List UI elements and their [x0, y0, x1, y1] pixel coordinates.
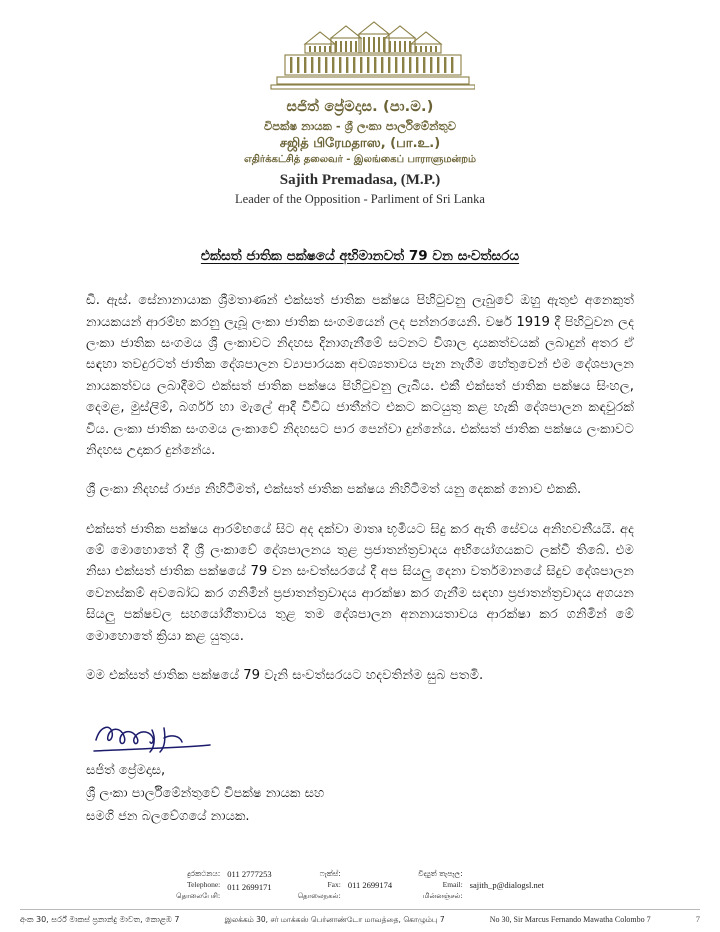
telephone-value-1: 011 2777253: [227, 869, 272, 880]
footer-divider: [20, 909, 700, 910]
address-english: No 30, Sir Marcus Fernando Mawatha Colombo 7: [489, 915, 651, 925]
telephone-label-tamil: தொலைபேசி:: [176, 891, 221, 900]
document-body: [44, 290, 676, 686]
contact-fax: [298, 868, 393, 901]
parliament-building-crest-icon: [245, 14, 475, 92]
letterhead-name-sinhala: සජිත් ප්‍රේමදාස. (පා.ම.): [286, 99, 434, 115]
page-title: එක්සත් ජාතික පක්ෂයේ අභිමානවත් 79 වන සංවත්සරය: [200, 248, 520, 265]
letterhead: [44, 0, 676, 208]
contact-email: [418, 868, 544, 901]
telephone-label-sinhala: දුරකථනය:: [187, 869, 221, 879]
email-label-tamil: மின்னஞ்சல்:: [422, 891, 463, 900]
email-label-sinhala: විද්‍යුත් තැපෑල:: [418, 869, 463, 879]
page-number: 7: [695, 914, 700, 925]
letterhead-name-english: Sajith Premadasa, (M.P.): [279, 171, 441, 188]
contact-telephone: [176, 868, 271, 901]
letterhead-name-tamil: சஜித் பிரேமதாஸ, (பா.உ.): [279, 135, 441, 151]
fax-label-english: Fax:: [327, 880, 341, 890]
signature-title-2: සමගි ජන බලවේගයේ නායක.: [86, 808, 250, 824]
body-paragraph: ඩී. ඇස්. සේනානායාක ශ්‍රීමතාණන් එක්සත් ජාතික පක්ෂය පිහිටුවනු ලැබුවේ ඔහු ඇතුළු අනෙකුත් නායකයන් ආරම්භ කරනු ලැබූ ලංකා ජාතික සංගමයෙන් ලද පන්නරයෙනි. වර්ෂ 1919 දී පිහිටුවන ලද ලංකා ජාතික සංගමය ශ්‍රී ලංකාවට නිදහස දිනාගැනීමේ සටනට විශාල දායකත්වයක් ලබාදුන් අතර ඒ සඳහා තවදුරටත් ජාතික දේශපාලන ව්‍යාපාරයක අවශ්‍යතාවය පැන නැගීම හේතුවෙන් එම දේශපාලන නායකත්වය ලබාදීමට එක්සත් ජාතික පක්ෂය පිහිටුවනු ලැබීය. එකී එක්සත් ජාතික පක්ෂය සිංහල, දෙමළ, මුස්ලිම්, බර්ගර් හා මැලේ ආදී විවිධ ජාතීන්ට එකට කටයුතු කළ හැකි දේශපාලන කඳවුරක් විය. ලංකා ජාතික සංගමය ලංකාවේ නිදහසට පාර පෙන්වා දුන්නේය. එක්සත් ජාතික පක්ෂය ලංකාවට නිදහස උදාකර දුන්නේය.: [86, 293, 634, 458]
handwritten-signature-icon: [90, 718, 270, 760]
fax-value: 011 2699174: [347, 880, 393, 891]
fax-label-tamil: தொலைநகல்:: [297, 891, 341, 900]
email-label-english: Email:: [442, 880, 463, 890]
fax-label-sinhala: ෆැක්ස්:: [319, 869, 341, 879]
body-paragraph: මම එක්සත් ජාතික පක්ෂයේ 79 වැනි සංවත්සරයට හදවතින්ම සුබ පතමි.: [86, 667, 484, 683]
signature-name: සජිත් ප්‍රේමදාස,: [86, 763, 166, 779]
body-paragraph: එක්සත් ජාතික පක්ෂය ආරම්භයේ සිට අද දක්වා මාතෘ භූමියට සිදු කර ඇති සේවය අනිහවනීයයි. අද මේ මොහොතේ දී ශ්‍රී ලංකාවේ දේශපාලනය තුළ ප්‍රජාතන්ත්‍රවාදය අභියෝගයකට ලක්වී තිබේ. එම නිසා එක්සත් ජාතික පක්ෂයේ 79 වන සංවත්සරයේ දී අප සියලු දෙනා වර්තමානයේ සිදුව දේශපාලන වෙනස්කම් අවබෝධ කර ගනිමින් ප්‍රජාතන්ත්‍රවාදය ආරක්ෂා කර ගැනීම සඳහා ප්‍රජාතන්ත්‍රවාදය අගයන සියලු පක්ෂවල සහයෝගීතාවය තුළ තම දේශපාලන අනනායතාවය ආරක්ෂා කර ගනිමින් මේ මොහොතේ ක්‍රියා කළ යුතුය.: [86, 521, 634, 644]
letterhead-role-tamil: எதிர்க்கட்சித் தலைவர் - இலங்கைப் பாராளுமன்றம்: [243, 153, 477, 165]
footer-address: [20, 914, 700, 926]
letterhead-role-sinhala: විපක්ෂ නායක - ශ්‍රී ලංකා පාර්ලිමේන්තුව: [263, 118, 457, 133]
page-footer: [0, 868, 720, 932]
address-tamil: இலக்கம் 30, சர் மாக்கஸ் பெர்னாண்டோ மாவத்தை, கொழும்பு 7: [224, 915, 445, 925]
letterhead-role-english: Leader of the Opposition - Parliment of Sri Lanka: [235, 191, 485, 206]
signature-title-1: ශ්‍රී ලංකා පාර්ලිමේන්තුවේ විපක්ෂ නායක සහ: [86, 786, 325, 802]
signature-block: [44, 704, 676, 828]
footer-contacts: [20, 868, 700, 909]
telephone-value-2: 011 2699171: [227, 882, 272, 893]
address-sinhala: අංක 30, සර්ර් මාකස් ප්‍රනාන්දු මාවත, කොළඹ 7: [20, 915, 180, 925]
body-paragraph: ශ්‍රී ලංකා නිදහස් රාජ්‍ය නිහිටීමත්, එක්සත් ජාතික පක්ෂය නිහිටීමත් යනු දෙකක් නොව එකකි.: [86, 482, 582, 498]
email-value[interactable]: sajith_p@dialogsl.net: [469, 880, 544, 891]
telephone-label-english: Telephone:: [187, 880, 221, 890]
